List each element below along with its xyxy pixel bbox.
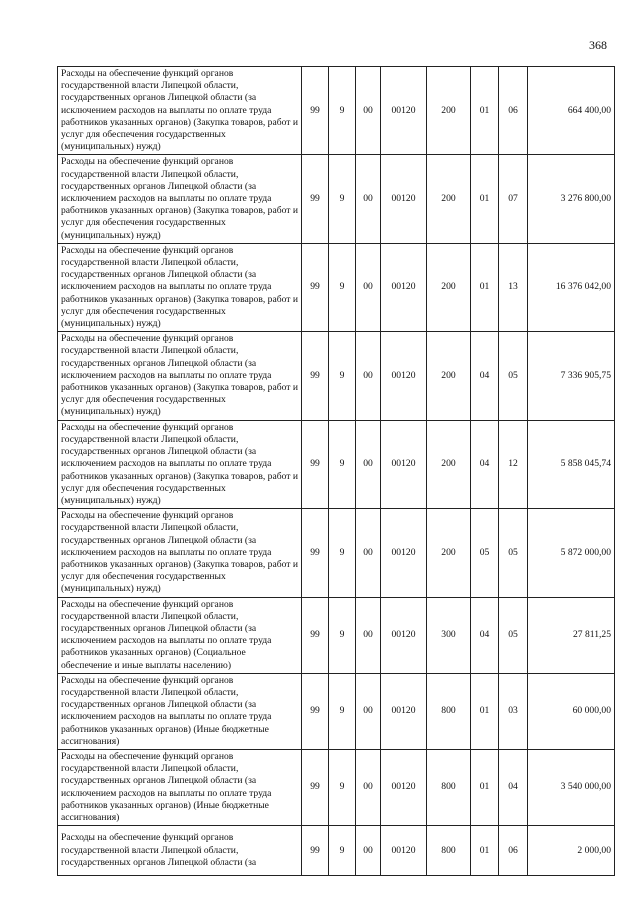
code-cell: 04 (471, 332, 499, 420)
table-row (58, 332, 615, 420)
code-cell: 01 (471, 155, 499, 243)
code-cell: 9 (329, 749, 356, 825)
code-cell: 06 (499, 67, 528, 155)
code-cell: 99 (302, 597, 329, 673)
code-cell: 200 (427, 332, 471, 420)
amount-cell: 5 858 045,74 (528, 420, 615, 508)
code-cell: 04 (499, 749, 528, 825)
code-cell: 00 (356, 420, 381, 508)
row-description: Расходы на обеспечение функций органов государственной власти Липецкой области, государственных органов Липецкой области (за исключением расходов на выплаты по оплате труда работников указанных органов) (Иные бюджетные ассигнования) (58, 673, 302, 749)
code-cell: 99 (302, 749, 329, 825)
code-cell: 07 (499, 155, 528, 243)
code-cell: 99 (302, 420, 329, 508)
row-description: Расходы на обеспечение функций органов государственной власти Липецкой области, государственных органов Липецкой области (за (58, 826, 302, 876)
code-cell: 13 (499, 243, 528, 331)
code-cell: 99 (302, 243, 329, 331)
code-cell: 00120 (381, 826, 427, 876)
code-cell: 04 (471, 420, 499, 508)
code-cell: 00 (356, 243, 381, 331)
row-description: Расходы на обеспечение функций органов государственной власти Липецкой области, государственных органов Липецкой области (за исключением расходов на выплаты по оплате труда работников указанных органов) (Закупка товаров, работ и услуг для обеспечения государственных (муниципальных) нужд) (58, 420, 302, 508)
code-cell: 00120 (381, 509, 427, 597)
code-cell: 9 (329, 420, 356, 508)
budget-table (57, 66, 615, 876)
code-cell: 05 (471, 509, 499, 597)
amount-cell: 3 540 000,00 (528, 749, 615, 825)
code-cell: 200 (427, 420, 471, 508)
code-cell: 01 (471, 826, 499, 876)
amount-cell: 2 000,00 (528, 826, 615, 876)
code-cell: 12 (499, 420, 528, 508)
code-cell: 01 (471, 749, 499, 825)
code-cell: 00 (356, 826, 381, 876)
code-cell: 00120 (381, 597, 427, 673)
code-cell: 05 (499, 332, 528, 420)
row-description: Расходы на обеспечение функций органов государственной власти Липецкой области, государственных органов Липецкой области (за исключением расходов на выплаты по оплате труда работников указанных органов) (Закупка товаров, работ и услуг для обеспечения государственных (муниципальных) нужд) (58, 332, 302, 420)
table-row (58, 509, 615, 597)
table-row (58, 420, 615, 508)
code-cell: 04 (471, 597, 499, 673)
code-cell: 99 (302, 332, 329, 420)
code-cell: 00120 (381, 332, 427, 420)
code-cell: 300 (427, 597, 471, 673)
code-cell: 200 (427, 509, 471, 597)
code-cell: 00 (356, 597, 381, 673)
code-cell: 9 (329, 67, 356, 155)
code-cell: 800 (427, 673, 471, 749)
amount-cell: 5 872 000,00 (528, 509, 615, 597)
code-cell: 00 (356, 749, 381, 825)
code-cell: 00120 (381, 243, 427, 331)
code-cell: 00120 (381, 155, 427, 243)
row-description: Расходы на обеспечение функций органов государственной власти Липецкой области, государственных органов Липецкой области (за исключением расходов на выплаты по оплате труда работников указанных органов) (Закупка товаров, работ и услуг для обеспечения государственных (муниципальных) нужд) (58, 155, 302, 243)
row-description: Расходы на обеспечение функций органов государственной власти Липецкой области, государственных органов Липецкой области (за исключением расходов на выплаты по оплате труда работников указанных органов) (Закупка товаров, работ и услуг для обеспечения государственных (муниципальных) нужд) (58, 509, 302, 597)
amount-cell: 664 400,00 (528, 67, 615, 155)
code-cell: 00120 (381, 673, 427, 749)
code-cell: 06 (499, 826, 528, 876)
code-cell: 99 (302, 673, 329, 749)
code-cell: 9 (329, 826, 356, 876)
amount-cell: 60 000,00 (528, 673, 615, 749)
row-description: Расходы на обеспечение функций органов государственной власти Липецкой области, государственных органов Липецкой области (за исключением расходов на выплаты по оплате труда работников указанных органов) (Закупка товаров, работ и услуг для обеспечения государственных (муниципальных) нужд) (58, 243, 302, 331)
table-row (58, 749, 615, 825)
code-cell: 99 (302, 67, 329, 155)
table-row (58, 673, 615, 749)
code-cell: 00120 (381, 67, 427, 155)
code-cell: 00120 (381, 749, 427, 825)
amount-cell: 3 276 800,00 (528, 155, 615, 243)
amount-cell: 16 376 042,00 (528, 243, 615, 331)
code-cell: 00120 (381, 420, 427, 508)
code-cell: 05 (499, 509, 528, 597)
code-cell: 01 (471, 67, 499, 155)
page-number: 368 (589, 38, 607, 52)
code-cell: 00 (356, 155, 381, 243)
table-row (58, 155, 615, 243)
table-row (58, 243, 615, 331)
row-description: Расходы на обеспечение функций органов государственной власти Липецкой области, государственных органов Липецкой области (за исключением расходов на выплаты по оплате труда работников указанных органов) (Иные бюджетные ассигнования) (58, 749, 302, 825)
code-cell: 05 (499, 597, 528, 673)
code-cell: 00 (356, 509, 381, 597)
code-cell: 200 (427, 67, 471, 155)
code-cell: 00 (356, 332, 381, 420)
amount-cell: 27 811,25 (528, 597, 615, 673)
code-cell: 99 (302, 826, 329, 876)
code-cell: 00 (356, 673, 381, 749)
code-cell: 03 (499, 673, 528, 749)
row-description: Расходы на обеспечение функций органов государственной власти Липецкой области, государственных органов Липецкой области (за исключением расходов на выплаты по оплате труда работников указанных органов) (Социальное обеспечение и иные выплаты населению) (58, 597, 302, 673)
code-cell: 9 (329, 243, 356, 331)
code-cell: 800 (427, 826, 471, 876)
code-cell: 99 (302, 509, 329, 597)
table-row (58, 597, 615, 673)
code-cell: 01 (471, 673, 499, 749)
code-cell: 00 (356, 67, 381, 155)
amount-cell: 7 336 905,75 (528, 332, 615, 420)
code-cell: 800 (427, 749, 471, 825)
table-row (58, 67, 615, 155)
code-cell: 9 (329, 673, 356, 749)
code-cell: 200 (427, 155, 471, 243)
code-cell: 9 (329, 509, 356, 597)
code-cell: 01 (471, 243, 499, 331)
code-cell: 9 (329, 155, 356, 243)
code-cell: 9 (329, 597, 356, 673)
row-description: Расходы на обеспечение функций органов государственной власти Липецкой области, государственных органов Липецкой области (за исключением расходов на выплаты по оплате труда работников указанных органов) (Закупка товаров, работ и услуг для обеспечения государственных (муниципальных) нужд) (58, 67, 302, 155)
code-cell: 200 (427, 243, 471, 331)
code-cell: 9 (329, 332, 356, 420)
table-row (58, 826, 615, 876)
code-cell: 99 (302, 155, 329, 243)
